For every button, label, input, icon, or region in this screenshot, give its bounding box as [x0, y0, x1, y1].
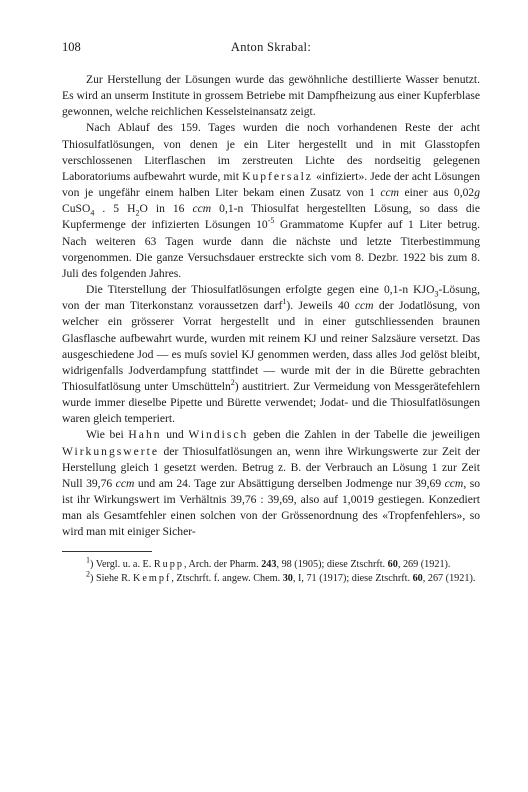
footnote-1: $^1$) Vergl. u. a. E. Rupp, Arch. der Pharm. 243, 98 (1905); diese Ztschrft. 60, 269 (1921).: [86, 555, 451, 570]
body-text: [62, 72, 480, 541]
paragraph-titration: Die Titerstellung der Thiosulfatlösungen erfolgte gegen eine 0,1-n $KJO_3$-Lösung, von der man Titerkonstanz voraussetzen darf$^1$). Jeweils 40 ccm der Jodatlösung, von welcher ein grösserer Vorrat hergestellt und in einer gutschliessenden braunen Glasflasche aufbewahrt wurde, wurden mit reinem KJ und reiner Salzsäure versetzt. Das ausgeschiedene Jod — es muſs soviel KJ genommen werden, dass alles Jod gelöst bleibt, widrigenfalls Jodverdampfung stattfindet — wurde mit der in die Bürette gebrachten Thiosulfatlösung unter Umschütteln$^2$) austitriert. Zur Vermeidung von Messgerätefehlern wurde immer dieselbe Pipette und Bürette verwendet; Jodat- und die Thiosulfatlösungen waren gleich temperiert.: [62, 283, 480, 426]
footnote-rule: [62, 551, 152, 552]
document-page: [62, 38, 480, 587]
paragraph-copper-infection: Nach Ablauf des 159. Tages wurden die noch vorhandenen Reste der acht Thiosulfatlösungen, von denen je ein Liter hergestellt und in mit Glasstopfen verschlossenen Literflaschen im zerstreuten Lichte des nordseitig gelegenen Laboratoriums aufbewahrt wurde, mit Kupfersalz «infiziert». Jede der acht Lösungen von je ungefähr einem halben Liter bekam einen Zusatz von 1 ccm einer aus 0,02g CuSO$_4$ . 5 $H_2O$ in 16 ccm 0,1-n Thiosulfat hergestellten Lösung, so dass die Kupfermenge der infizierten Lösungen $10^{-5}$ Grammatome Kupfer auf 1 Liter betrug. Nach weiteren 63 Tagen wurde dann die nächste und letzte Titerbestimmung vorgenommen. Die ganze Versuchsdauer erstreckte sich vom 8. Dezbr. 1922 bis zum 8. Juli des folgenden Jahres.: [62, 121, 480, 280]
paragraph-water: Zur Herstellung der Lösungen wurde das gewöhnliche destillierte Wasser benutzt. Es wird an unserm Institute in grossem Betriebe mit Dampfheizung aus einer Kupferblase gewonnen, welche reichlichen Kesselsteinansatz zeigt.: [62, 73, 480, 119]
page-number: 108: [62, 40, 81, 54]
footnote-ref-1: 1: [282, 297, 287, 307]
footnote-2: $^2$) Siehe R. Kempf, Ztschrft. f. angew. Chem. 30, I, 71 (1917); diese Ztschrft. 60, 267 (1921).: [86, 569, 476, 585]
footnote-ref-2: 2: [230, 378, 235, 388]
paragraph-effect-values: Wie bei Hahn und Windisch geben die Zahlen in der Tabelle die jeweiligen Wirkungswerte der Thiosulfatlösungen an, wenn ihre Wirkungswerte zur Zeit der Herstellung gleich 1 gesetzt werden. Betrug z. B. der Verbrauch an Lösung 1 zur Zeit Null 39,76 ccm und am 24. Tage zur Absättigung derselben Jodmenge nur 39,69 ccm, so ist ihr Wirkungswert im Verhältnis 39,76 : 39,69, also auf 1,0019 gestiegen. Konzediert man als Gesamtfehler einen solchen von der Grössenordnung des «Tropfenfehlers», so wird man mit einiger Sicher-: [62, 428, 480, 539]
footnotes: [62, 555, 480, 587]
running-author: Anton Skrabal:: [230, 40, 312, 54]
running-header: [62, 38, 480, 58]
